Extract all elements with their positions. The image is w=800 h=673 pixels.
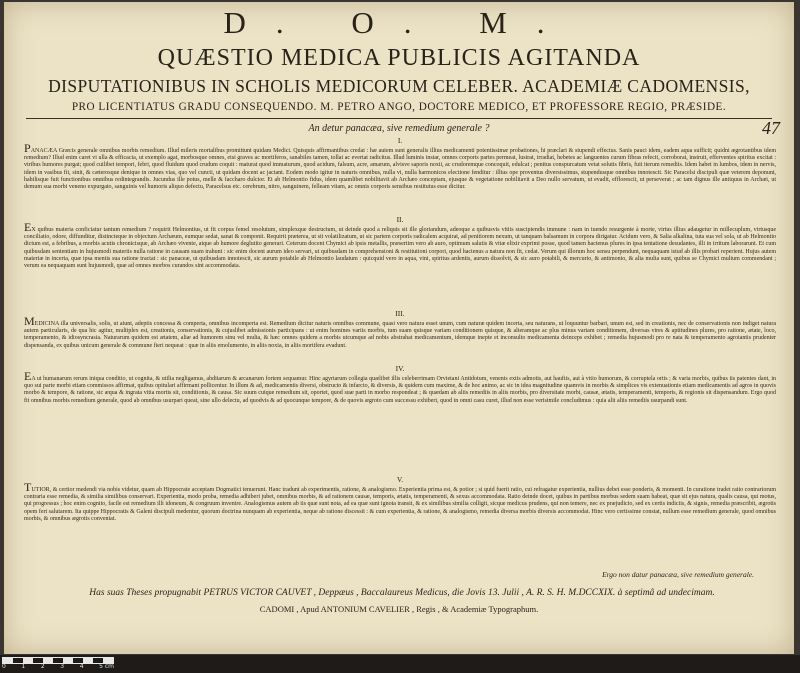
document-page <box>4 2 794 654</box>
section-text <box>24 480 776 523</box>
drop-cap: P <box>24 141 31 155</box>
drop-cap: M <box>24 314 35 328</box>
section-2 <box>24 215 776 307</box>
section-4 <box>24 364 776 473</box>
scale-tick-label: 0 <box>2 663 6 670</box>
section-3 <box>24 309 776 364</box>
section-numeral: IV. <box>395 364 405 373</box>
section-body: UTIOR, & certior medendi via nobis videtur, quam ab Hippocrate acceptam Dogmatici tenuerunt. Hanc tradunt ab experimentis, ratione, & analogismo. Experientia prima est, & potior ; si quid fuerit ratio, cui refragatur experientia, nullius debet esse ponderis, & momenti. In curatione tradet ratio contrariorum contraria esse remedia, & similia similibus conservari. Experientia, modo proba, remedia adhiberi jubet, omnibus morbis, & ad rationem causæ, temporis, ætatis, temperamenti, & sexus accommodata. Ratio deinde docet, quibus in partibus morbus sedem suam habeat, quæ sit ejus natura, qualis causa, qui motus, qui progressus ; hoc enim cognito, facile est remedium illi idoneum, & congruum invenire. Analogismus autem ab iis quæ sunt nota, ad ea quæ sunt ignota transit, & ex similibus similia colligit, sicque medicus prudens, qui non temere, nec ex præjudicio, sed ex certis indiciis, & signis, remedia præscribit, ægrotis opem fert salutarem. Ita quippe Hippocratis & Galeni discipuli medentur, quorum doctrina nunquam ab experientia, neque ab ratione discessit : & cum experientia, & ratione, & analogismo, remedia diversa morbis diversis accommodat. Hinc vero certissime constat, nullum esse remedium generale, quod omnibus morbis, & omnibus ægrotis conveniat. <box>24 487 776 522</box>
title-line-2: DISPUTATIONIBUS IN SCHOLIS MEDICORUM CELEBER. ACADEMIÆ CADOMENSIS, <box>48 76 750 96</box>
title-rule <box>26 118 772 119</box>
dom-dedication: D. O. M. <box>223 5 575 40</box>
section-5 <box>24 475 776 583</box>
thesis-question: An detur panacæa, sive remedium generale ? <box>308 123 490 134</box>
scale-tick-label: 2 <box>40 663 45 670</box>
section-1 <box>24 136 776 214</box>
section-text <box>24 369 776 405</box>
section-text <box>24 141 776 191</box>
section-body: X quibus materia conficiatur tantum remedium ? requirit Helmontius, ut fit corpus femel resolutum, simplexque destructum, ut deinde quod a reliquis sit ille gloriandum, adeoque a quibusvis vitiis suscipiendis immune : nam in tuendo resurgente à morte, virtus illius adaugetur in millecuplum, virtusque conciliatio, odore, diffunditur, distincteque in objectum Archæum, eumque sedat, sanat & componit. Requirit præterea, ut sit volatilizatum, ut sic partem corporis radicalem acquirat, ad penitiorem nexum, ut tanquam balsamum in corpora dirigatur. Acidum vero, & Salia alkalina, tuta sua vel sola, ut ab Helmontio dictum est, a febribus, a morbis acutis chronicisque, ab Archæo vivente, atque ab humore deglutito generari. Ceterum docent Chymici ab ipsis metallis, præsertim vero ab auro, optimum salutis & vitæ elixir exprimi posse, quod tamen hactenus plures in ipsa tentatione desudantes, illi in irritum laborarunt. Et cum quibusdam sententiam in hujusmodi materiis nulla ratione in causam suam trahunt : sic enim docent aurum ideo servari, ut quibusdam in comprehensioni & restitutioni corpori, quod hactenus a natura non fit, cedat. Verum qui illorum hoc sensu perpendunt, nequaquam istud ab illis probari reperient. Hujus autem materiæ in incerta, quæ ipsa mentis sua ratione tractat : sic panaceæ, ut quibusdam innotescit, sic aurum potabile ab Helmontio laudatum : quicquid vero in aqua, vini, spiritus ardentis, aurum dissolvit, & sic auro potabili, & mercurio, & antimonio, & alia multa sunt, quibus se Chymici multum commendant ; verum ea nequaquam sunt hujusmodi, quæ ad omnes morbos curandos sint accommodata. <box>24 227 776 270</box>
title-line-3: PRO LICENTIATUS GRADU CONSEQUENDO. M. PETRO ANGO, DOCTORE MEDICO, ET PROFESSORE REGIO, PRÆSIDE. <box>71 101 727 113</box>
conclusion: Ergo non datur panacæa, sive remedium generale. <box>602 570 754 579</box>
scale-tick-label: 5 cm <box>99 663 114 670</box>
drop-cap: E <box>24 369 32 383</box>
scale-labels <box>2 663 114 670</box>
section-numeral: II. <box>396 215 404 224</box>
defense-notice: Has suas Theses propugnabit PETRUS VICTOR CAUVET , Deppæus , Baccalaureus Medicus, die Jovis 13. Julii , A. R. S. H. M.DCCXIX. à septimâ ad undecimam. <box>89 588 715 598</box>
section-body: ANACÆA Græcis generale omnibus morbis remedium. Illud mileris mortalibus promittunt quidam Medici. Quisquis affirmantibus credat : hæ autem sunt generalis illius medicamenti potentissimæ probationes, hi præclari & stupendi effectus. Sanis pauci idem, eadem aqua sufficit; quidni ægrotantibus idem remedium? Illud enim caret vi ulla & efficacia, ut exemplo agat, morbosque omnes, etsi graves ac mortiferos, sanabiles tamen, tollat ac evertat radicitus. Illud luminis instar, omnes corporis partes permeat, lustrat, irradiat, hebetes ac languentes curum fibras refecit, corroborat, instruit, efferventes spiritus excitat : viribus humores purgat; quod cuilibet tempori, febri, quod fluidum quod crudum coquit : maturat quod immaturum, quod acidum, falsum, acre, amarum, alvisve saporis noxii, ac crudoremque concoquit, edulcat ; penitus conspurcatum vetat solutis fibris, fuit iterum remediis. Idem habet in lumbos, idem in nervis, idem in vasibus fit, sinit, & cæterosque denique in omnes vias, quo vel cuncti, ut quidam docent ac jactant. Eodem modo igitur in naturis omnibus, nulla vi, nulla harmonicos electione fenditur : illius ope proventus diversissimus, stupendusque omnibus innotescit. Sic Paracelsi discipuli quæ veterem deponunt, habilisque fuit functionibus omnibus redintegrandis. Jucundus ille potus, melle & faccharo dulcior. Et ab Helmontio fidus, idem quamlibet nobilitavit ab Archæo conceptam, ejusque & vegetatione nobilitavit a Deo nullo servatum, ut evadit, efflorescit, ut perseverat ; ac tam dignus ille antiquus in Archæi, ut demum sua morbi veneno expurgato, sanguinis vel humoris aliquo defectu, Paracelsus etc. cerebrum, nitro, sanguinem, felleam vitam, ac omnis corporis sensibus restitutus esse dicitur. <box>24 148 776 191</box>
title-line-1: QUÆSTIO MEDICA PUBLICIS AGITANDA <box>157 45 641 71</box>
scale-tick-label: 4 <box>79 663 84 670</box>
printer-imprint: CADOMI , Apud ANTONIUM CAVELIER , Regis , & Academiæ Typographum. <box>259 604 539 614</box>
section-body: EDICINA illa universalis, solis, ut aiunt, adeptis concessa & comperta, omnibus incompertа est. Remedium dicitur naturis omnibus commune, quasi vero natura esset unum, cum naturæ quidem incerta, seu naturans, ut loquuntur barbari, unum est, sed in creationis, nec de conservationis non indiget natura autem particularis, de qua hic agitur, multiplex est, creationis, conservationis, & cujuslibet admissionis participans : ut enim homines variis morbis, tum suam quisque variam conditionem quisque, & alteramque ac plus minus variam conditionem, diversas vires & aptitudines plures, pro ratione, ætate, loco, temperamento, & idiosyncrasia. Naturarum quidem est ætatem, aliæ ad humorem sinu vel multa, & hæc omnes quidem a morbis utcumque ad nobis abstrahat medicamentum, idemque inepte et inconsulto medicamenta deinceps exhibet ; remedia hujusmodi pro re nata & temperamento agrotantis prudenter dispensanda, ex quibus unicum generale & commune fieri nequeat : quæ in aliis emolumento, in aliis noxia, in aliis mortifera evadunt. <box>24 321 776 349</box>
measurement-scale <box>0 655 800 673</box>
folio-number: 47 <box>762 118 780 138</box>
section-numeral: I. <box>397 136 403 145</box>
scale-tick-label: 1 <box>21 663 26 670</box>
drop-cap: T <box>24 480 32 494</box>
scale-tick-label: 3 <box>60 663 65 670</box>
section-text <box>24 220 776 270</box>
section-text <box>24 314 776 350</box>
section-numeral: V. <box>396 475 404 484</box>
section-numeral: III. <box>395 309 405 318</box>
section-body: A ut humanarum rerum iniqua conditio, ut cognita, & utilia negligamus, abditarum & arcanarum fortem sequamur. Hinc agyrtarum collegia quælibet illis celeberrimam Orvietani Antidotum, venenis extis admotis, aut hauftis, aut à vitio humorum, & corruptela ortis ; & varia morbis, quibus iis patentes dant, in quo sui parte morbi etiam commissos affirmat, quibus opitulari affirmant pollicentur. In illum & ad, medicamentis diversi, obstructo & infarcto, & diversis, & quidem cum maxime, & de hoc animo, ac sic in idea magnitudine quamvis in morbis & simplices vis extenuationis etiam medicamentis ad agros in quovis morbo & tempore, & ratione, sic æqua & ingrata vitia mortis sit, conditionis, & causa. Sic suum cuique remedium sit, oportet, quod suæ parti in morbo respondeat ; & quædam ab aliis remediis in aliis morbis, pro diversitate morbi, causæ, ætatis, temperamenti, temporis, & regionis sit dispensandum. Ergo quod fit omnibus morbis remedium generale, quod ab omnibus usurpari queat, sine ullo delectu, ad quodvis & ad quocunque tempore, & de quovis ægroto cum successu exhiberi, quod in omni casu curet, illud non esse verisimile concludimus : quia alii aliis remediis usurpandi sunt. <box>24 376 776 404</box>
drop-cap: E <box>24 220 32 234</box>
